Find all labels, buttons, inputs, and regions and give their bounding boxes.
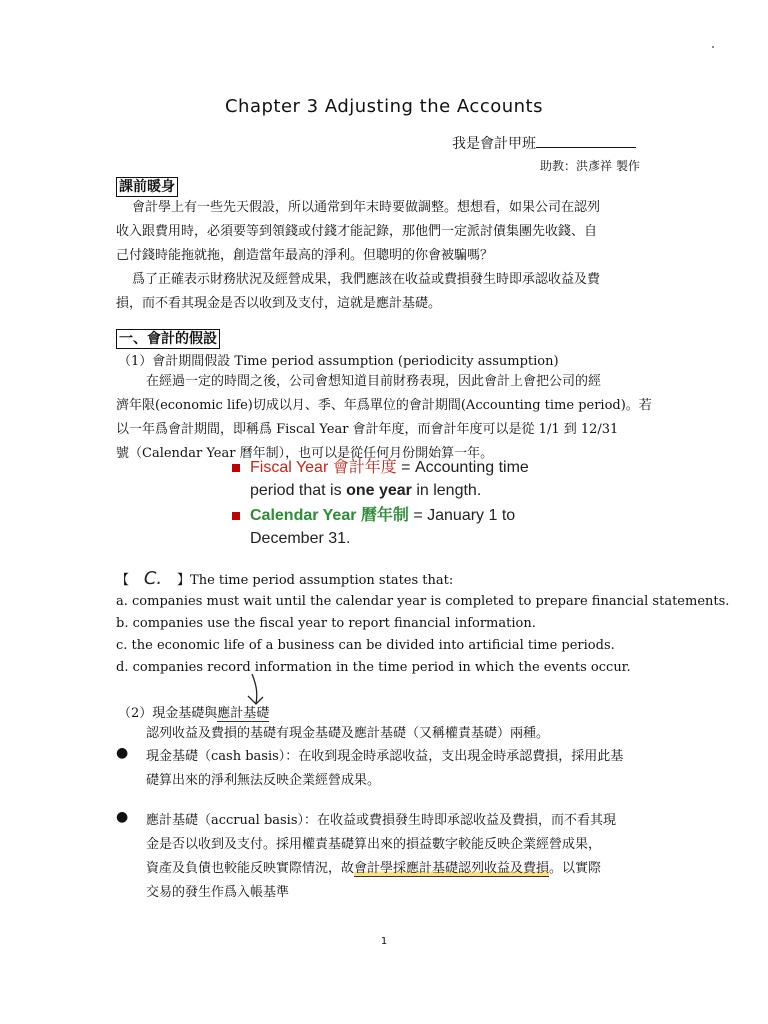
paragraph-line: 濟年限(economic life)切成以月、季、年爲單位的會計期間(Accounting time period)。若: [116, 398, 652, 413]
bullet-square-icon: [232, 512, 240, 520]
paragraph-line: 以一年爲會計期間，即稱爲 Fiscal Year 會計年度，而會計年度可以是從 1/1 到 12/31: [116, 422, 619, 437]
page-title: Chapter 3 Adjusting the Accounts: [224, 96, 543, 117]
question-option: a. companies must wait until the calendar year is completed to prepare financial statements.: [116, 594, 730, 609]
calendar-year-def: = January 1 to: [408, 507, 516, 524]
accrual-basis-line: 交易的發生作爲入帳基準: [146, 885, 290, 900]
question-option: c. the economic life of a business can be divided into artificial time periods.: [116, 638, 615, 653]
fiscal-year-def-2b: one year: [346, 482, 412, 499]
time-period-paragraph: [116, 370, 656, 466]
calendar-year-def-2: December 31.: [250, 530, 351, 547]
fiscal-year-def: = Accounting time: [396, 459, 529, 476]
fiscal-year-term: Fiscal Year 會計年度: [250, 459, 397, 476]
subsection-title: （1）會計期間假設 Time period assumption (periodicity assumption): [118, 354, 559, 369]
cash-accrual-title-pre: （2）現金基礎與: [118, 706, 218, 721]
warmup-heading-label: 課前暖身: [116, 177, 178, 197]
cash-basis-line: 現金基礎（cash basis）：在收到現金時承認收益，支出現金時承認費損，採用此基: [146, 749, 624, 764]
accrual-basis-line: 應計基礎（accrual basis）：在收益或費損發生時即承認收益及費損，而不看其現: [146, 813, 617, 828]
fiscal-year-def-2a: period that is: [250, 482, 347, 499]
accrual-basis-line: [146, 857, 616, 881]
section-heading-label: 一、會計的假設: [116, 329, 220, 349]
section-heading: [116, 328, 220, 349]
bullet-square-icon: [232, 464, 240, 472]
warmup-line: 損，而不看其現金是否以收到及支付，這就是應計基礎。: [116, 296, 442, 311]
accrual-line3-post: 。以實際: [549, 861, 602, 876]
warmup-heading: [116, 176, 178, 197]
page-number: 1: [380, 936, 388, 947]
warmup-line: 己付錢時能拖就拖，創造當年最高的淨利。但聰明的你會被騙嗎？: [116, 248, 494, 263]
highlighted-phrase: 會計學採應計基礎認列收益及費損: [354, 861, 550, 876]
name-blank: [536, 135, 636, 148]
paragraph-line: 號（Calendar Year 曆年制），也可以是從任何月份開始算一年。: [116, 446, 494, 461]
cash-accrual-title: [118, 702, 269, 721]
question-option: d. companies record information in the time period in which the events occur.: [116, 660, 631, 675]
warmup-line: 會計學上有一些先天假設，所以通常到年末時要做調整。想想看，如果公司在認列: [132, 200, 601, 215]
question-option: b. companies use the fiscal year to report financial information.: [116, 616, 536, 631]
calendar-year-term: Calendar Year 曆年制: [250, 507, 409, 524]
class-line: [452, 133, 636, 153]
paragraph-line: 在經過一定的時間之後，公司會想知道目前財務表現，因此會計上會把公司的經: [146, 374, 602, 389]
page-corner-mark: [712, 46, 714, 48]
bullet-dot-icon: ●: [116, 745, 129, 761]
slide-calendar-year: [232, 504, 515, 550]
question-stem: The time period assumption states that:: [190, 573, 454, 588]
warmup-line: 爲了正確表示財務狀況及經營成果，我們應該在收益或費損發生時即承認收益及費: [132, 272, 601, 287]
accrual-basis-underlined: 應計基礎: [217, 706, 270, 721]
handwritten-answer: C.: [143, 568, 163, 589]
warmup-line: 收入跟費用時，必須要等到領錢或付錢才能記錄，那他們一定派討債集團先收錢、自: [116, 224, 598, 239]
slide-fiscal-year: [232, 456, 529, 502]
ta-credit: 助教：洪彥祥 製作: [540, 159, 640, 173]
warmup-paragraph: [116, 196, 656, 316]
cash-basis-line: 礎算出來的淨利無法反映企業經營成果。: [146, 773, 381, 788]
answer-bracket-open: 【: [116, 573, 130, 588]
question-stem-line: [116, 568, 453, 589]
fiscal-year-def-2c: in length.: [411, 482, 482, 499]
accrual-basis-line: 金是否以收到及支付。採用權責基礎算出來的損益數字較能反映企業經營成果，: [146, 837, 602, 852]
class-label: 我是會計甲班: [452, 136, 536, 152]
bullet-dot-icon: ●: [116, 809, 129, 825]
basis-intro: 認列收益及費損的基礎有現金基礎及應計基礎（又稱權責基礎）兩種。: [146, 726, 550, 741]
answer-bracket-close: 】: [177, 573, 191, 588]
accrual-line3-pre: 資產及負債也較能反映實際情況，故: [146, 861, 355, 876]
